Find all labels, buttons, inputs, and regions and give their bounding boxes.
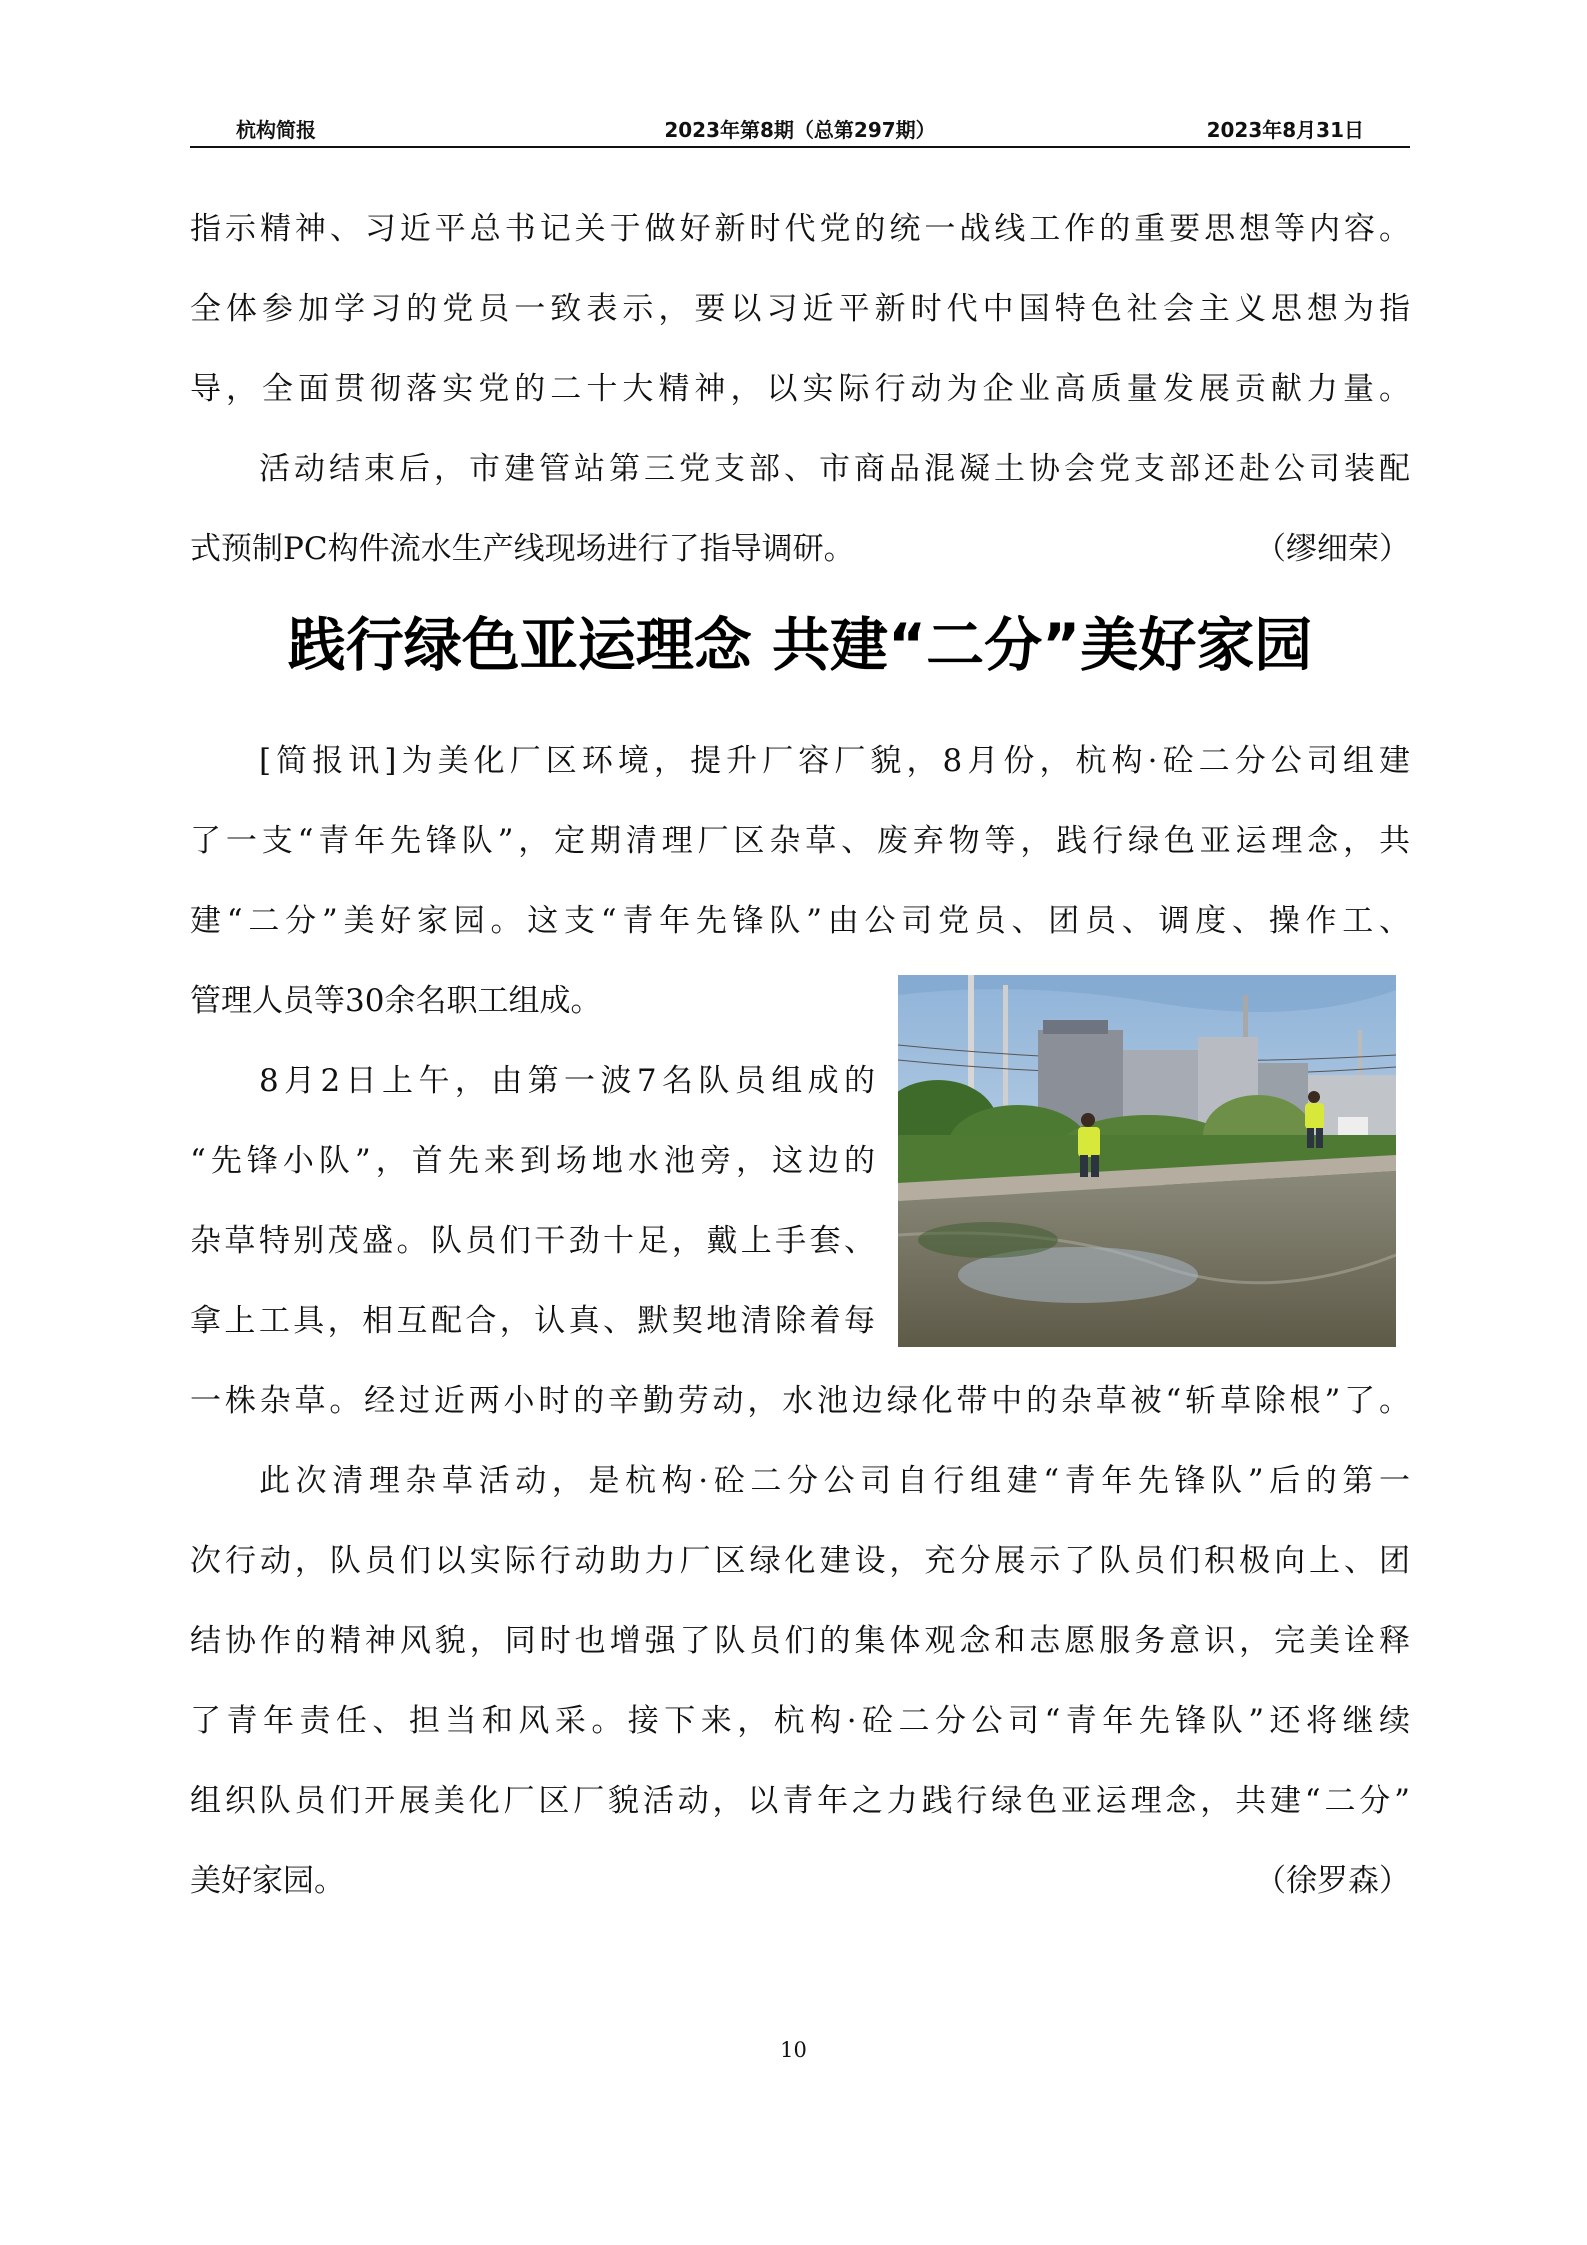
photo-illustration: [898, 975, 1396, 1347]
article2-line-15: 美好家园。: [190, 1863, 345, 1899]
issue-date: 2023年8月31日: [1206, 118, 1364, 142]
article1-line-5: 式预制PC构件流水生产线现场进行了指导调研。: [190, 531, 855, 567]
article2-line-9: 一株杂草。经过近两小时的辛勤劳动，水池边绿化带中的杂草被“斩草除根”了。: [190, 1383, 1410, 1419]
article2-line-8: 拿上工具，相互配合，认真、默契地清除着每: [190, 1303, 875, 1339]
article1-line-2: 全体参加学习的党员一致表示，要以习近平新时代中国特色社会主义思想为指: [190, 291, 1410, 327]
article2-line-1: [简报讯]为美化厂区环境，提升厂容厂貌，8月份，杭构·砼二分公司组建: [259, 743, 1410, 779]
article2-line-11: 次行动，队员们以实际行动助力厂区绿化建设，充分展示了队员们积极向上、团: [190, 1543, 1410, 1579]
article2-line-10: 此次清理杂草活动，是杭构·砼二分公司自行组建“青年先锋队”后的第一: [259, 1463, 1410, 1499]
article2-line-7: 杂草特别茂盛。队员们干劲十足，戴上手套、: [190, 1223, 875, 1259]
article1-line-3: 导，全面贯彻落实党的二十大精神，以实际行动为企业高质量发展贡献力量。: [190, 371, 1410, 407]
article1-line-1: 指示精神、习近平总书记关于做好新时代党的统一战线工作的重要思想等内容。: [190, 211, 1410, 247]
article2-line-4: 管理人员等30余名职工组成。: [190, 983, 602, 1019]
article-photo: [898, 975, 1396, 1347]
article2-title: 践行绿色亚运理念 共建“二分”美好家园: [287, 611, 1313, 679]
article1-line-4: 活动结束后，市建管站第三党支部、市商品混凝土协会党支部还赴公司装配: [259, 451, 1410, 487]
article2-author: （徐罗森）: [1255, 1863, 1410, 1899]
page-number: 10: [780, 2038, 807, 2062]
running-header: [190, 110, 1410, 146]
article1-author: （缪细荣）: [1255, 531, 1410, 567]
article2-line-2: 了一支“青年先锋队”，定期清理厂区杂草、废弃物等，践行绿色亚运理念，共: [190, 823, 1410, 859]
article2-line-14: 组织队员们开展美化厂区厂貌活动，以青年之力践行绿色亚运理念，共建“二分”: [190, 1783, 1410, 1819]
article2-line-3: 建“二分”美好家园。这支“青年先锋队”由公司党员、团员、调度、操作工、: [190, 903, 1410, 939]
header-rule: [190, 146, 1410, 148]
issue-number: 2023年第8期（总第297期）: [664, 118, 936, 142]
publication-name: 杭构简报: [236, 118, 316, 142]
article2-line-12: 结协作的精神风貌，同时也增强了队员们的集体观念和志愿服务意识，完美诠释: [190, 1623, 1410, 1659]
article2-line-6: “先锋小队”，首先来到场地水池旁，这边的: [190, 1143, 875, 1179]
article2-line-13: 了青年责任、担当和风采。接下来，杭构·砼二分公司“青年先锋队”还将继续: [190, 1703, 1410, 1739]
article2-line-5: 8月2日上午，由第一波7名队员组成的: [259, 1063, 875, 1099]
